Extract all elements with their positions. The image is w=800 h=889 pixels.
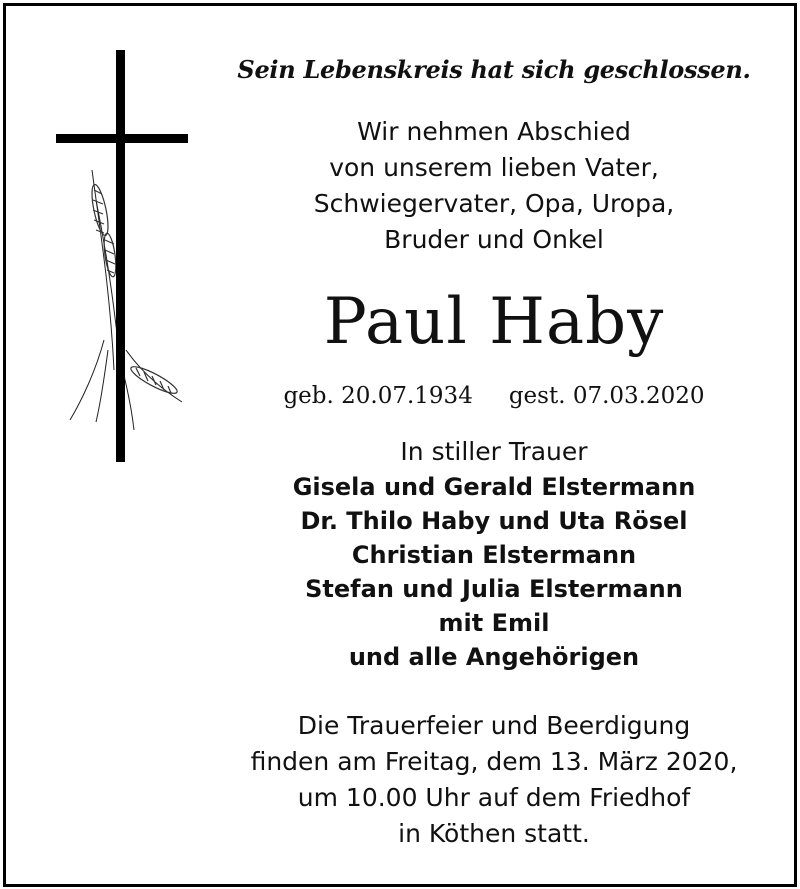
mourner-line: und alle Angehörigen [348,643,640,671]
mourner-line: Dr. Thilo Haby und Uta Rösel [300,507,688,535]
mourner-line: Stefan und Julia Elstermann [305,575,683,603]
service-line: Die Trauerfeier und Beerdigung [297,711,691,740]
life-dates [206,374,782,418]
deceased-name: Paul Haby [323,285,665,359]
obituary-frame [3,3,797,887]
service-line: finden am Freitag, dem 13. März 2020, [250,747,738,776]
service-line: um 10.00 Uhr auf dem Friedhof [297,783,691,812]
mourners-list [206,470,782,674]
mourner-line: mit Emil [438,609,550,637]
mourner-line: Gisela und Gerald Elstermann [292,473,696,501]
mourning-intro: In stiller Trauer [400,437,588,466]
motto: Sein Lebenskreis hat sich geschlossen. [237,55,751,84]
intro-text [206,114,782,258]
service-details [206,708,782,852]
intro-line: Bruder und Onkel [384,225,604,254]
intro-line: Wir nehmen Abschied [357,117,631,146]
mourner-line: Christian Elstermann [351,541,637,569]
service-line: in Köthen statt. [398,819,590,848]
death-date: gest. 07.03.2020 [508,383,705,409]
birth-date: geb. 20.07.1934 [283,383,473,409]
intro-line: Schwiegervater, Opa, Uropa, [313,189,675,218]
cross-with-wheat-icon [56,50,188,462]
intro-line: von unserem lieben Vater, [329,153,659,182]
